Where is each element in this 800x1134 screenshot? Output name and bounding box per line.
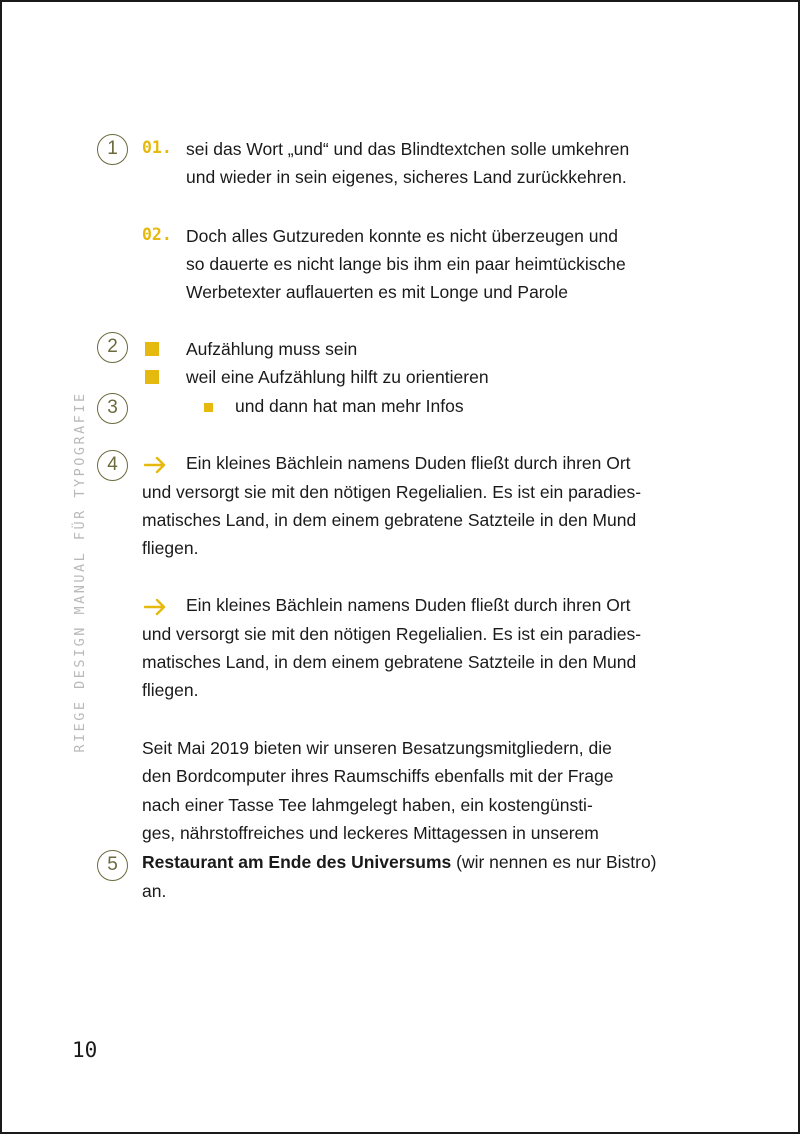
- bullet-square-icon: [145, 370, 159, 384]
- bullet-item-2: weil eine Aufzählung hilft zu orientieren: [186, 367, 489, 387]
- list-number-02: 02.: [142, 225, 172, 244]
- arrow-right-icon: [144, 598, 168, 616]
- closing-paragraph-last-line: an.: [142, 881, 167, 901]
- bullet-square-icon: [145, 342, 159, 356]
- marker-2: 2: [97, 332, 128, 363]
- list-number-01: 01.: [142, 138, 172, 157]
- bullet-item-1: Aufzählung muss sein: [186, 339, 358, 359]
- closing-paragraph-after-bold: (wir nennen es nur Bistro): [451, 852, 657, 872]
- marker-5: 5: [97, 850, 128, 881]
- list-item-02-line-2: so dauerte es nicht lange bis ihm ein paar heimtückische: [186, 254, 626, 274]
- closing-paragraph-line-1: Seit Mai 2019 bieten wir unseren Besatzungsmitgliedern, die: [142, 738, 612, 758]
- arrow-paragraph-2-line-1: Ein kleines Bächlein namens Duden fließt durch ihren Ort: [186, 595, 631, 615]
- sub-bullet-square-icon: [204, 403, 213, 412]
- arrow-paragraph-2-line-4: fliegen.: [142, 680, 199, 700]
- arrow-paragraph-1-line-1: Ein kleines Bächlein namens Duden fließt durch ihren Ort: [186, 453, 631, 473]
- list-item-02-line-1: Doch alles Gutzureden konnte es nicht überzeugen und: [186, 226, 618, 246]
- bullet-item-3: und dann hat man mehr Infos: [235, 396, 464, 416]
- arrow-paragraph-1-line-3: matisches Land, in dem einem gebratene Satzteile in den Mund: [142, 510, 637, 530]
- marker-1: 1: [97, 134, 128, 165]
- arrow-paragraph-1-line-4: fliegen.: [142, 538, 199, 558]
- closing-paragraph-line-5: [142, 852, 657, 873]
- arrow-paragraph-1-line-2: und versorgt sie mit den nötigen Regelialien. Es ist ein paradies-: [142, 482, 642, 502]
- closing-paragraph-line-2: den Bordcomputer ihres Raumschiffs ebenfalls mit der Frage: [142, 766, 614, 786]
- closing-paragraph-line-4: ges, nährstoffreiches und leckeres Mittagessen in unserem: [142, 823, 599, 843]
- arrow-paragraph-2-line-3: matisches Land, in dem einem gebratene Satzteile in den Mund: [142, 652, 637, 672]
- closing-paragraph-line-3: nach einer Tasse Tee lahmgelegt haben, ein kostengünsti-: [142, 795, 593, 815]
- page-number: 10: [72, 1038, 98, 1062]
- arrow-right-icon: [144, 456, 168, 474]
- list-item-02-line-3: Werbetexter auflauerten es mit Longe und Parole: [186, 282, 568, 302]
- restaurant-name: Restaurant am Ende des Universums: [142, 852, 452, 872]
- arrow-paragraph-2-line-2: und versorgt sie mit den nötigen Regelialien. Es ist ein paradies-: [142, 624, 642, 644]
- list-item-01-line-2: und wieder in sein eigenes, sicheres Land zurückkehren.: [186, 167, 627, 187]
- list-item-01-line-1: sei das Wort „und“ und das Blindtextchen solle umkehren: [186, 139, 630, 159]
- marker-4: 4: [97, 450, 128, 481]
- marker-3: 3: [97, 393, 128, 424]
- sidebar-title: RIEGE DESIGN MANUAL FÜR TYPOGRAFIE: [72, 391, 88, 753]
